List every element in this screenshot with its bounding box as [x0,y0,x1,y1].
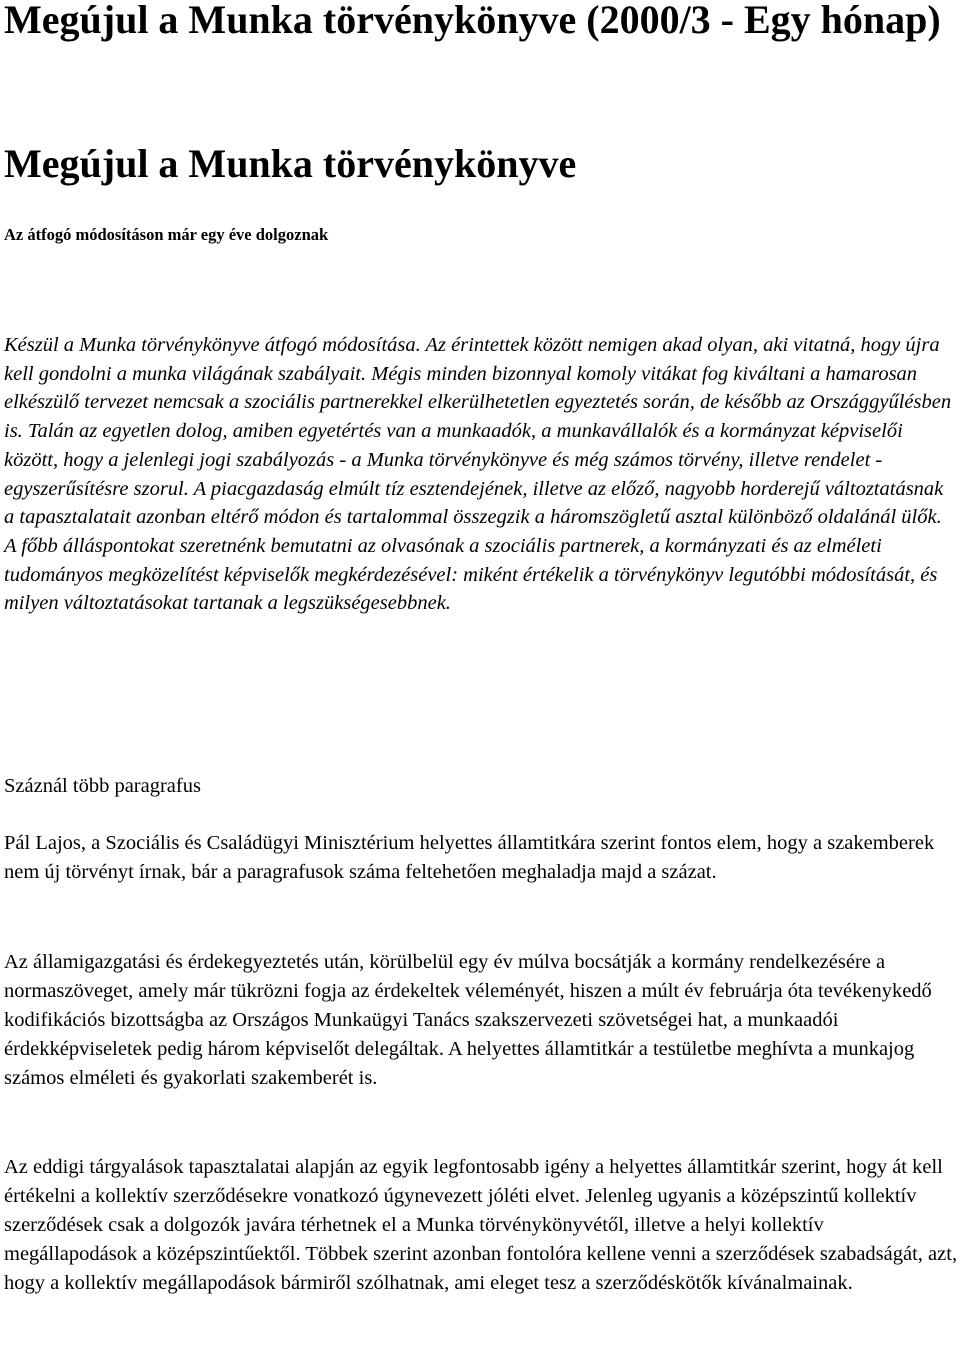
section-heading: Száznál több paragrafus [4,775,201,797]
body-paragraph-1: Pál Lajos, a Szociális és Családügyi Minisztérium helyettes államtitkára szerint fontos elem, hogy a szakemberek nem új törvényt írnak, bár a paragrafusok száma feltehetően meghaladja majd a százat. [4,832,935,883]
body-paragraph-3: Az eddigi tárgyalások tapasztalatai alapján az egyik legfontosabb igény a helyettes államtitkár szerint, hogy át kell értékelni a kollektív szerződésekre vonatkozó úgynevezett jóléti elvet. Jelenleg ugyanis a középszintű kollektív szerződések csak a dolgozók javára térhetnek el a Munka törvénykönyvétől, illetve a helyi kollektív megállapodások a középszintűektől. Többek szerint azonban fontolóra kellene venni a szerződések szabadságát, azt, hogy a kollektív megállapodások bármiről szólhatnak, ami eleget tesz a szerződéskötők kívánalmainak. [4,1156,958,1294]
article-title: Megújul a Munka törvénykönyve [4,141,577,186]
body-paragraph-2: Az államigazgatási és érdekegyeztetés után, körülbelül egy év múlva bocsátják a kormány rendelkezésére a normaszöveget, amely már tükrözni fogja az érdekeltek véleményét, hiszen a múlt év februárja óta tevékenykedő kodifikációs bizottságba az Országos Munkaügyi Tanács szakszervezeti szövetségei hat, a munkaadói érdekképviseletek pedig három képviselőt delegáltak. A helyettes államtitkár a testületbe meghívta a munkajog számos elméleti és gyakorlati szakemberét is. [4,951,932,1089]
document-title: Megújul a Munka törvénykönyve (2000/3 - Egy hónap) [4,0,941,42]
article-subtitle: Az átfogó módosításon már egy éve dolgoznak [4,225,329,244]
lead-paragraph: Készül a Munka törvénykönyve átfogó módosítása. Az érintettek között nemigen akad olyan, aki vitatná, hogy újra kell gondolni a munka világának szabályait. Mégis minden bizonnyal komoly vitákat fog kiváltani a hamarosan elkészülő tervezet nemcsak a szociális partnerekkel elkerülhetetlen egyeztetés során, de később az Országgyűlésben is. Talán az egyetlen dolog, amiben egyetértés van a munkaadók, a munkavállalók és a kormányzat képviselői között, hogy a jelenlegi jogi szabályozás - a Munka törvénykönyve és még számos törvény, illetve rendelet - egyszerűsítésre szorul. A piacgazdaság elmúlt tíz esztendejének, illetve az előző, nagyobb horderejű változtatásnak a tapasztalatait azonban eltérő módon és tartalommal összegzik a háromszögletű asztal különböző oldalánál ülők. A főbb álláspontokat szeretnénk bemutatni az olvasónak a szociális partnerek, a kormányzati és az elméleti tudományos megközelítést képviselők megkérdezésével: miként értékelik a törvénykönyv legutóbbi módosítását, és milyen változtatásokat tartanak a legszükségesebbnek. [4,334,952,615]
